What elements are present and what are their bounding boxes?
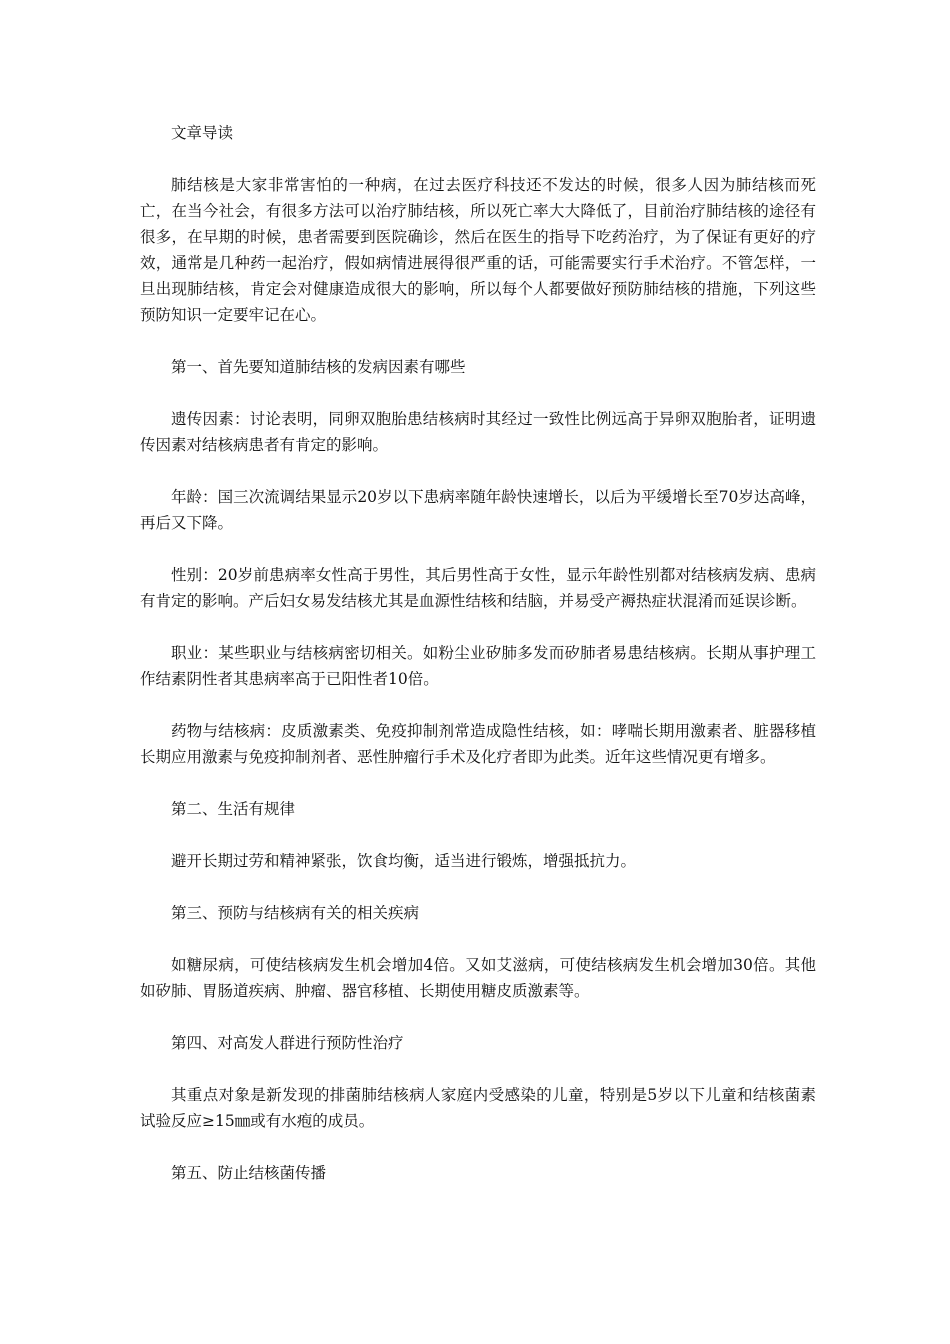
paragraph-lifestyle: 避开长期过劳和精神紧张，饮食均衡，适当进行锻炼，增强抵抗力。	[171, 852, 637, 870]
paragraph-preventive-treatment: 其重点对象是新发现的排菌肺结核病人家庭内受感染的儿童，特别是5岁以下儿童和结核菌素试验反应≥15㎜或有水疱的成员。	[140, 1086, 816, 1130]
section-heading-3: 第三、预防与结核病有关的相关疾病	[171, 904, 420, 922]
paragraph-occupation: 职业：某些职业与结核病密切相关。如粉尘业矽肺多发而矽肺者易患结核病。长期从事护理工作结素阴性者其患病率高于已阳性者10倍。	[140, 644, 816, 688]
paragraph-gender: 性别：20岁前患病率女性高于男性，其后男性高于女性，显示年龄性别都对结核病发病、患病有肯定的影响。产后妇女易发结核尤其是血源性结核和结脑，并易受产褥热症状混淆而延误诊断。	[140, 566, 816, 610]
section-heading-4: 第四、对高发人群进行预防性治疗	[171, 1034, 404, 1052]
paragraph-related-diseases: 如糖尿病，可使结核病发生机会增加4倍。又如艾滋病，可使结核病发生机会增加30倍。其他如矽肺、胃肠道疾病、肿瘤、器官移植、长期使用糖皮质激素等。	[140, 956, 816, 1000]
document-body	[140, 120, 816, 1212]
article-title: 文章导读	[171, 124, 234, 142]
paragraph-drugs: 药物与结核病：皮质激素类、免疫抑制剂常造成隐性结核，如：哮喘长期用激素者、脏器移植长期应用激素与免疫抑制剂者、恶性肿瘤行手术及化疗者即为此类。近年这些情况更有增多。	[140, 722, 816, 766]
section-heading-1: 第一、首先要知道肺结核的发病因素有哪些	[171, 358, 466, 376]
intro-paragraph: 肺结核是大家非常害怕的一种病，在过去医疗科技还不发达的时候，很多人因为肺结核而死亡，在当今社会，有很多方法可以治疗肺结核，所以死亡率大大降低了，目前治疗肺结核的途径有很多，在早期的时候，患者需要到医院确诊，然后在医生的指导下吃药治疗，为了保证有更好的疗效，通常是几种药一起治疗，假如病情进展得很严重的话，可能需要实行手术治疗。不管怎样，一旦出现肺结核，肯定会对健康造成很大的影响，所以每个人都要做好预防肺结核的措施，下列这些预防知识一定要牢记在心。	[140, 176, 816, 324]
section-heading-5: 第五、防止结核菌传播	[171, 1164, 327, 1182]
paragraph-genetics: 遗传因素：讨论表明，同卵双胞胎患结核病时其经过一致性比例远高于异卵双胞胎者，证明遗传因素对结核病患者有肯定的影响。	[140, 410, 816, 454]
paragraph-age: 年龄：国三次流调结果显示20岁以下患病率随年龄快速增长，以后为平缓增长至70岁达高峰，再后又下降。	[140, 488, 816, 532]
section-heading-2: 第二、生活有规律	[171, 800, 296, 818]
